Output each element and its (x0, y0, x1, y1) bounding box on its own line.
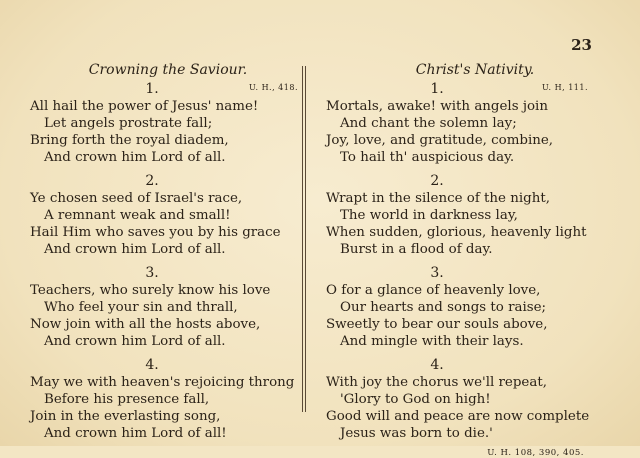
verse-line: Join in the everlasting song, (30, 409, 221, 424)
verse-line: Our hearts and songs to raise; (340, 300, 547, 315)
verse-line: Now join with all the hosts above, (30, 317, 261, 332)
hymn-reference: U. H., 418. (248, 83, 298, 92)
verse-line: Sweetly to bear our souls above, (326, 317, 548, 332)
verse-line: To hail th' auspicious day. (340, 150, 515, 165)
verse-line: And crown him Lord of all! (44, 426, 227, 441)
verse-line: Bring forth the royal diadem, (30, 133, 229, 148)
verse-line: And chant the solemn lay; (340, 116, 517, 131)
verse-line: Before his presence fall, (44, 392, 210, 407)
right-hymn-title: Christ's Nativity. (415, 62, 535, 78)
left-hymn-title: Crowning the Saviour. (88, 62, 248, 78)
verse-line: And crown him Lord of all. (44, 242, 226, 257)
verse-line: Ye chosen seed of Israel's race, (30, 191, 243, 206)
stanza-number: 1. (145, 81, 159, 97)
hymn-reference: U. H, 111. (542, 83, 588, 92)
verse-line: Teachers, who surely know his love (30, 283, 271, 298)
stanza-number: 4. (430, 357, 444, 373)
verse-line: Let angels prostrate fall; (44, 116, 213, 131)
stanza-header (30, 264, 298, 282)
left-hymn (30, 60, 298, 442)
verse-line: Who feel your sin and thrall, (44, 300, 238, 315)
verse-line: And mingle with their lays. (340, 334, 524, 349)
verse-line: Burst in a flood of day. (340, 242, 493, 257)
page-number: 23 (571, 36, 592, 54)
verse-line: Good will and peace are now complete (326, 409, 590, 424)
stanza-number: 3. (145, 265, 159, 281)
stanza-number: 2. (430, 173, 444, 189)
verse-line: And crown him Lord of all. (44, 334, 226, 349)
verse-line: All hail the power of Jesus' name! (30, 99, 259, 114)
stanza-number: 4. (145, 357, 159, 373)
stanza-header (30, 172, 298, 190)
right-hymn-stanzas (326, 80, 588, 442)
stanza-header (326, 264, 588, 282)
verse-line: Wrapt in the silence of the night, (326, 191, 550, 206)
verse-line: With joy the chorus we'll repeat, (326, 375, 547, 390)
right-hymn (326, 60, 588, 458)
verse-line: O for a glance of heavenly love, (326, 283, 541, 298)
stanza-header (30, 80, 298, 98)
verse-line: 'Glory to God on high! (340, 392, 491, 407)
verse-line: When sudden, glorious, heavenly light (326, 225, 587, 240)
verse-line: Joy, love, and gratitude, combine, (326, 133, 554, 148)
verse-line: May we with heaven's rejoicing throng (30, 375, 295, 390)
stanza-header (326, 172, 588, 190)
stanza-header (30, 356, 298, 374)
left-hymn-stanzas (30, 80, 298, 442)
verse-line: Jesus was born to die.' (340, 426, 493, 441)
verse-line: Hail Him who saves you by his grace (30, 225, 281, 240)
verse-line: And crown him Lord of all. (44, 150, 226, 165)
stanza-number: 1. (430, 81, 444, 97)
right-hymn-bottom-ref: U. H. 108, 390, 405. (487, 448, 584, 458)
stanza-number: 3. (430, 265, 444, 281)
verse-line: Mortals, awake! with angels join (326, 99, 548, 114)
stanza-header (326, 356, 588, 374)
stanza-number: 2. (145, 173, 159, 189)
column-divider (302, 66, 306, 412)
verse-line: The world in darkness lay, (340, 208, 518, 223)
stanza-header (326, 80, 588, 98)
verse-line: A remnant weak and small! (44, 208, 231, 223)
